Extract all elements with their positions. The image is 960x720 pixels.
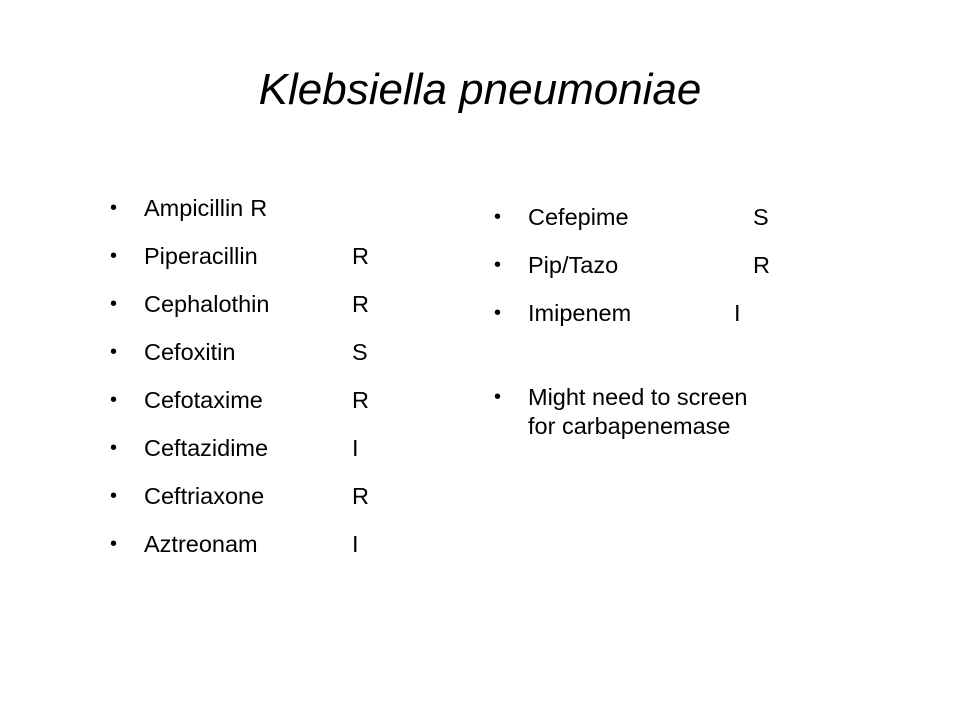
list-item — [110, 280, 440, 328]
bullet-icon: • — [110, 293, 118, 315]
drug-name: Cefotaxime — [144, 387, 263, 413]
susceptibility-result: R — [352, 387, 369, 413]
left-susceptibility-list — [110, 184, 440, 568]
bullet-icon: • — [494, 386, 502, 408]
bullet-icon: • — [494, 254, 502, 276]
list-item — [110, 328, 440, 376]
drug-name: Ceftazidime — [144, 435, 269, 461]
susceptibility-result: S — [753, 204, 769, 230]
list-item — [110, 184, 440, 232]
drug-name: Cefoxitin — [144, 339, 236, 365]
drug-name: Ceftriaxone — [144, 483, 265, 509]
list-item — [110, 424, 440, 472]
list-item — [494, 193, 824, 241]
list-item — [494, 241, 824, 289]
list-item — [110, 376, 440, 424]
susceptibility-result: R — [352, 243, 369, 269]
bullet-icon: • — [110, 245, 118, 267]
bullet-icon: • — [110, 389, 118, 411]
list-spacer — [494, 337, 824, 383]
list-item — [110, 520, 440, 568]
susceptibility-result: R — [352, 291, 369, 317]
list-item — [110, 472, 440, 520]
susceptibility-result: R — [250, 195, 268, 221]
bullet-icon: • — [110, 485, 118, 507]
note-item — [494, 383, 758, 441]
drug-name: Imipenem — [528, 300, 632, 326]
drug-name: Pip/Tazo — [528, 252, 619, 278]
bullet-icon: • — [110, 341, 118, 363]
bullet-icon: • — [110, 437, 118, 459]
bullet-icon: • — [110, 533, 118, 555]
susceptibility-result: R — [352, 483, 369, 509]
bullet-icon: • — [494, 302, 502, 324]
bullet-icon: • — [110, 197, 118, 219]
drug-name: Aztreonam — [144, 531, 258, 557]
drug-name: Cephalothin — [144, 291, 270, 317]
susceptibility-result: I — [352, 531, 359, 557]
susceptibility-result: I — [734, 300, 741, 326]
right-susceptibility-list — [494, 193, 824, 441]
bullet-icon: • — [494, 206, 502, 228]
drug-name: Cefepime — [528, 204, 629, 230]
drug-name: Ampicillin — [144, 195, 244, 221]
drug-name: Piperacillin — [144, 243, 258, 269]
slide-title: Klebsiella pneumoniae — [258, 65, 702, 114]
susceptibility-result: S — [352, 339, 368, 365]
note-text: Might need to screen for carbapenemase — [528, 384, 748, 439]
list-item — [110, 232, 440, 280]
susceptibility-result: I — [352, 435, 359, 461]
list-item — [494, 289, 824, 337]
susceptibility-result: R — [753, 252, 770, 278]
